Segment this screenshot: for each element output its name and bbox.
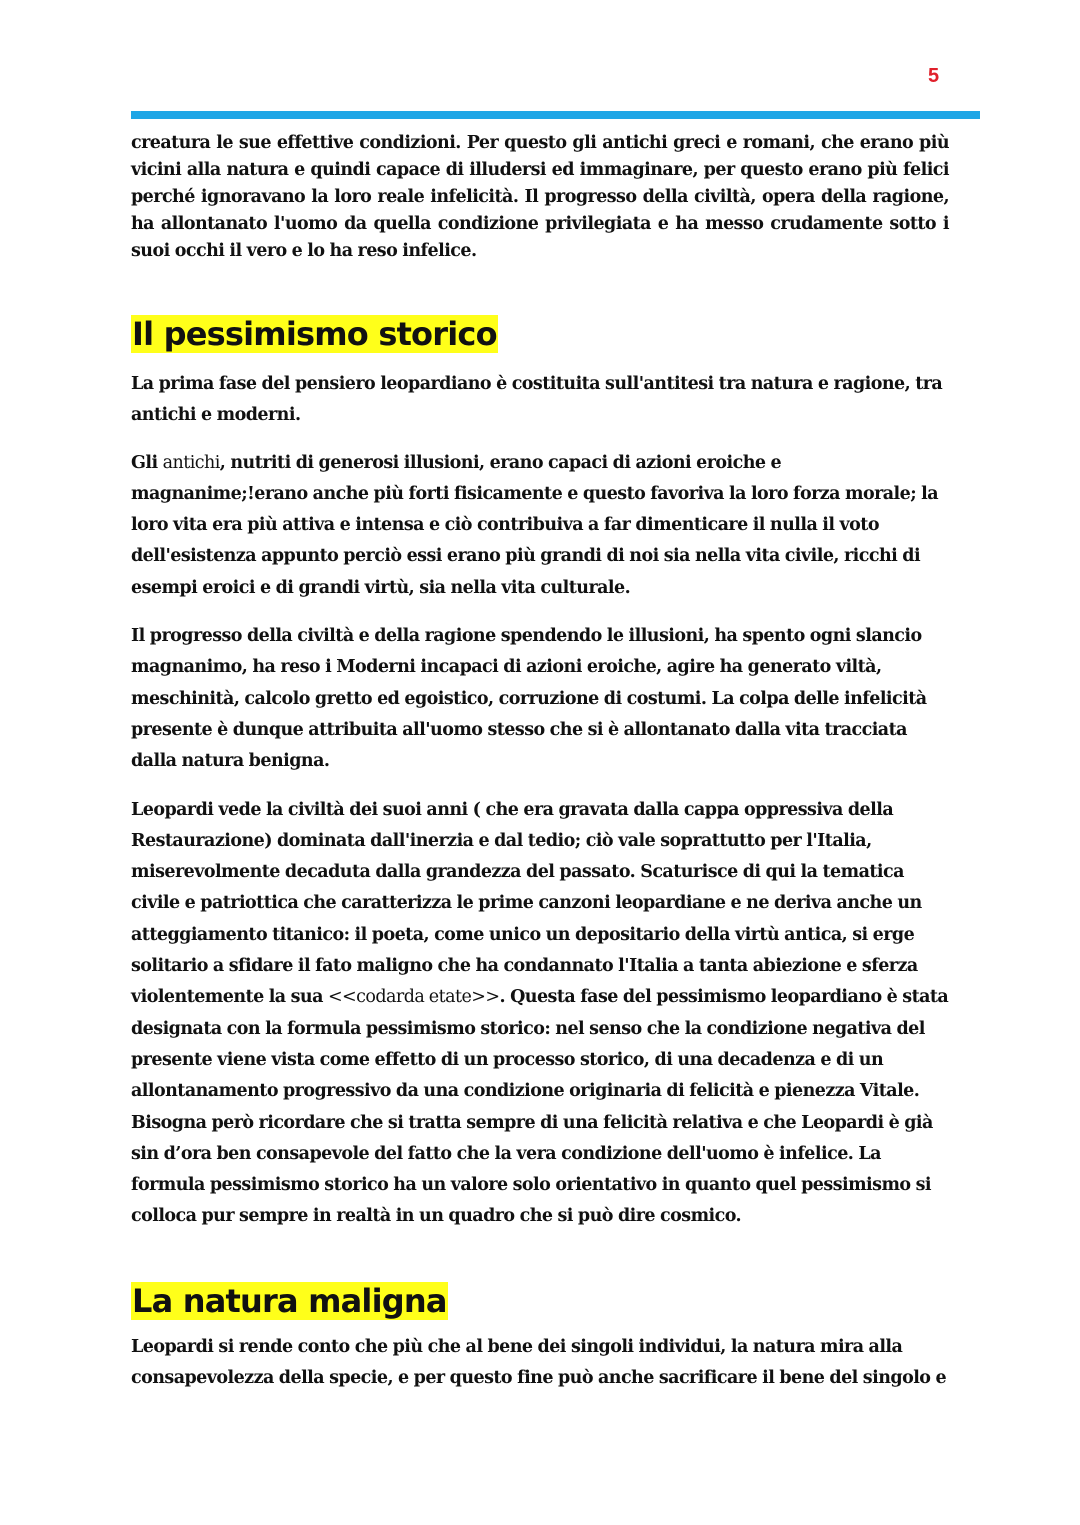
paragraph	[131, 448, 949, 604]
paragraph-text: Gli	[131, 452, 163, 473]
header-rule	[131, 111, 980, 119]
heading-highlight: La natura maligna	[132, 1281, 447, 1320]
plain-word: antichi	[162, 452, 220, 473]
paragraph-text: , nutriti di generosi illusioni, erano capaci di azioni eroiche e magnanime;!erano anche più forti fisicamente e questo favoriva la loro forza morale; la loro vita era più attiva e intensa e ciò contribuiva a far dimenticare il nulla il voto dell'esistenza appunto perciò essi erano più grandi di noi sia nella vita civile, ricchi di esempi eroici e di grandi virtù, sia nella vita culturale.	[131, 452, 939, 598]
paragraph: Il progresso della civiltà e della ragione spendendo le illusioni, ha spento ogni slancio magnanimo, ha reso i Moderni incapaci di azioni eroiche, agire ha generato viltà, meschinità, calcolo gretto ed egoistico, corruzione di costumi. La colpa delle infelicità presente è dunque attribuita all'uomo stesso che si è allontanato dalla vita tracciata dalla natura benigna.	[131, 626, 927, 772]
intro-paragraph: creatura le sue effettive condizioni. Per questo gli antichi greci e romani, che erano più vicini alla natura e quindi capace di illudersi ed immaginare, per questo erano più felici perché ignoravano la loro reale infelicità. Il progresso della civiltà, opera della ragione, ha allontanato l'uomo da quella condizione privilegiata e ha messo crudamente sotto i suoi occhi il vero e lo ha reso infelice.	[131, 133, 949, 261]
quotation: <<codarda etate>>	[327, 987, 500, 1008]
heading-highlight: Il pessimismo storico	[132, 315, 497, 353]
document-body	[131, 130, 949, 1394]
paragraph-text: Leopardi vede la civiltà dei suoi anni ( che era gravata dalla cappa oppressiva della Restaurazione) dominata dall'inerzia e dal tedio; ciò vale soprattutto per l'Italia, miserevolmente decaduta dalla grandezza del passato. Scaturisce di qui la tematica civile e patriottica che caratterizza le prime canzoni leopardiane e ne deriva anche un atteggiamento titanico: il poeta, come unico un depositario della virtù antica, si erge solitario a sfidare il fato maligno che ha condannato l'Italia a tanta abiezione e sferza violentemente la sua	[131, 799, 922, 1008]
section-heading-pessimismo-storico	[131, 312, 949, 356]
paragraph: La prima fase del pensiero leopardiano è costituita sull'antitesi tra natura e ragione, tra antichi e moderni.	[131, 374, 943, 426]
section-heading-natura-maligna	[131, 1279, 949, 1323]
page-number: 5	[928, 65, 940, 87]
paragraph-text: . Questa fase del pessimismo leopardiano è stata designata con la formula pessimismo storico: nel senso che la condizione negativa del presente viene vista come effetto di un processo storico, di una decadenza e di un allontanamento progressivo da una condizione originaria di felicità e pienezza Vitale. Bisogna però ricordare che si tratta sempre di una felicità relativa e che Leopardi è già sin d’ora ben consapevole del fatto che la vera condizione dell'uomo è infelice. La formula pessimismo storico ha un valore solo orientativo in quanto quel pessimismo si colloca pur sempre in realtà in un quadro che si può dire cosmico.	[131, 987, 949, 1227]
paragraph	[131, 795, 949, 1233]
paragraph: Leopardi si rende conto che più che al bene dei singoli individui, la natura mira alla consapevolezza della specie, e per questo fine può anche sacrificare il bene del singolo e	[131, 1336, 947, 1389]
